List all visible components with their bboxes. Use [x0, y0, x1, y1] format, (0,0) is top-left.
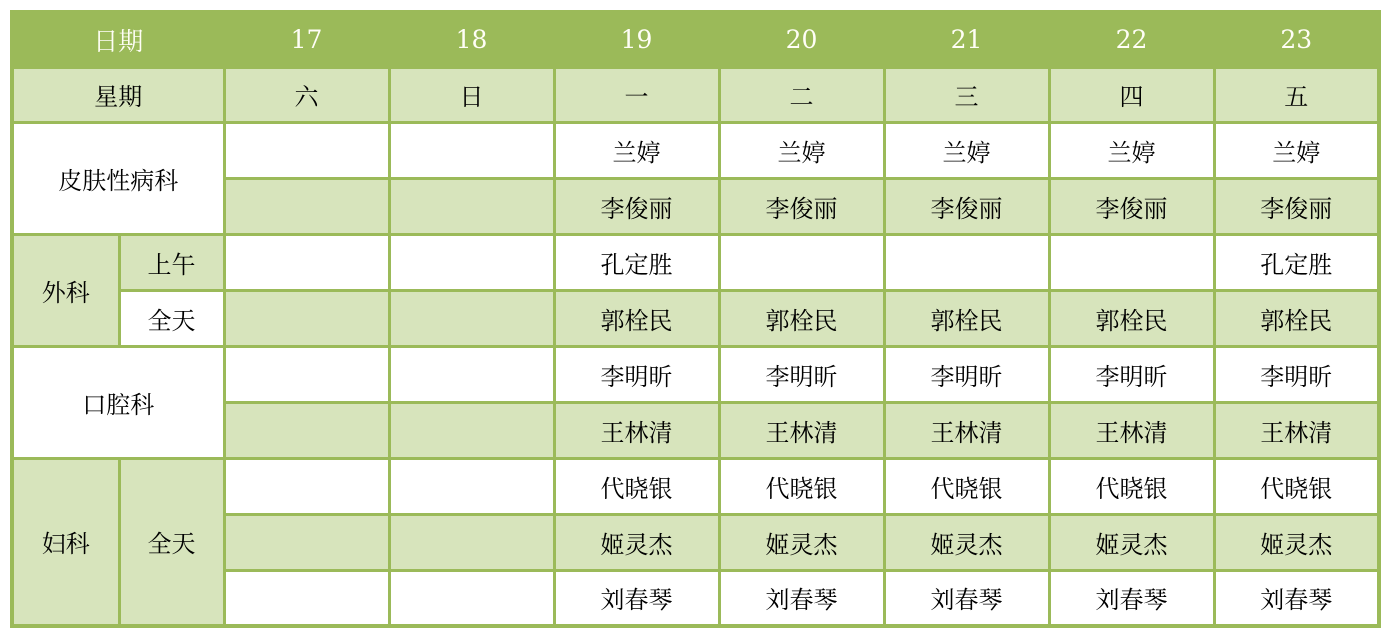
schedule-cell: 刘春琴 [719, 570, 884, 626]
schedule-cell [389, 570, 554, 626]
schedule-cell [224, 514, 389, 570]
schedule-cell: 王林清 [1214, 402, 1379, 458]
schedule-cell: 姬灵杰 [719, 514, 884, 570]
schedule-row [12, 290, 1379, 346]
schedule-cell: 郭栓民 [1214, 290, 1379, 346]
schedule-cell [389, 234, 554, 290]
header-row-weekdays [12, 67, 1379, 122]
schedule-cell: 孔定胜 [1214, 234, 1379, 290]
schedule-cell: 兰婷 [1214, 122, 1379, 178]
schedule-cell: 李明昕 [1049, 346, 1214, 402]
weekday-cell: 三 [884, 67, 1049, 122]
date-cell: 18 [389, 12, 554, 67]
schedule-cell [224, 458, 389, 514]
schedule-cell [224, 234, 389, 290]
dept-label-gynecology: 妇科 [12, 458, 119, 626]
schedule-cell: 兰婷 [884, 122, 1049, 178]
schedule-cell: 郭栓民 [554, 290, 719, 346]
schedule-cell [389, 290, 554, 346]
schedule-row [12, 458, 1379, 514]
schedule-cell: 刘春琴 [884, 570, 1049, 626]
schedule-cell: 姬灵杰 [554, 514, 719, 570]
week-header-label: 星期 [12, 67, 224, 122]
weekday-cell: 五 [1214, 67, 1379, 122]
schedule-cell: 刘春琴 [1214, 570, 1379, 626]
schedule-cell: 李俊丽 [554, 178, 719, 234]
schedule-cell: 郭栓民 [1049, 290, 1214, 346]
schedule-cell [389, 402, 554, 458]
schedule-cell: 姬灵杰 [884, 514, 1049, 570]
header-row-dates [12, 12, 1379, 67]
schedule-cell [389, 178, 554, 234]
schedule-cell: 王林清 [554, 402, 719, 458]
schedule-cell: 姬灵杰 [1049, 514, 1214, 570]
dept-label-dermatology: 皮肤性病科 [12, 122, 224, 234]
schedule-cell: 李明昕 [1214, 346, 1379, 402]
schedule-cell: 李俊丽 [1049, 178, 1214, 234]
schedule-cell: 刘春琴 [1049, 570, 1214, 626]
schedule-cell: 刘春琴 [554, 570, 719, 626]
schedule-cell: 李俊丽 [1214, 178, 1379, 234]
schedule-cell: 李明昕 [884, 346, 1049, 402]
date-header-label: 日期 [12, 12, 224, 67]
weekday-cell: 日 [389, 67, 554, 122]
schedule-cell: 兰婷 [1049, 122, 1214, 178]
dept-label-surgery: 外科 [12, 234, 119, 346]
weekday-cell: 二 [719, 67, 884, 122]
schedule-cell [389, 122, 554, 178]
schedule-cell [389, 346, 554, 402]
weekday-cell: 一 [554, 67, 719, 122]
weekday-cell: 四 [1049, 67, 1214, 122]
schedule-cell: 李明昕 [554, 346, 719, 402]
schedule-cell: 代晓银 [554, 458, 719, 514]
date-cell: 21 [884, 12, 1049, 67]
schedule-cell [884, 234, 1049, 290]
schedule-cell [389, 458, 554, 514]
schedule-cell: 王林清 [1049, 402, 1214, 458]
schedule-cell: 郭栓民 [719, 290, 884, 346]
schedule-cell [224, 290, 389, 346]
schedule-cell [224, 178, 389, 234]
dept-label-dental: 口腔科 [12, 346, 224, 458]
schedule-cell: 孔定胜 [554, 234, 719, 290]
schedule-row [12, 234, 1379, 290]
schedule-cell: 王林清 [719, 402, 884, 458]
date-cell: 17 [224, 12, 389, 67]
schedule-cell: 代晓银 [1214, 458, 1379, 514]
schedule-row [12, 346, 1379, 402]
date-cell: 22 [1049, 12, 1214, 67]
schedule-cell [1049, 234, 1214, 290]
weekday-cell: 六 [224, 67, 389, 122]
shift-label-gyn-all-day: 全天 [119, 458, 224, 626]
schedule-cell [224, 570, 389, 626]
schedule-row [12, 122, 1379, 178]
date-cell: 20 [719, 12, 884, 67]
schedule-cell: 兰婷 [554, 122, 719, 178]
schedule-cell: 代晓银 [1049, 458, 1214, 514]
date-cell: 23 [1214, 12, 1379, 67]
schedule-cell: 李俊丽 [884, 178, 1049, 234]
schedule-cell: 王林清 [884, 402, 1049, 458]
schedule-cell: 代晓银 [884, 458, 1049, 514]
date-cell: 19 [554, 12, 719, 67]
schedule-cell [224, 346, 389, 402]
shift-label-all-day: 全天 [119, 290, 224, 346]
schedule-cell: 李俊丽 [719, 178, 884, 234]
duty-schedule-table [10, 10, 1381, 628]
schedule-cell [719, 234, 884, 290]
schedule-cell [224, 122, 389, 178]
schedule-cell: 李明昕 [719, 346, 884, 402]
schedule-cell [224, 402, 389, 458]
shift-label-morning: 上午 [119, 234, 224, 290]
schedule-cell: 兰婷 [719, 122, 884, 178]
schedule-cell: 代晓银 [719, 458, 884, 514]
schedule-cell [389, 514, 554, 570]
schedule-cell: 姬灵杰 [1214, 514, 1379, 570]
schedule-cell: 郭栓民 [884, 290, 1049, 346]
